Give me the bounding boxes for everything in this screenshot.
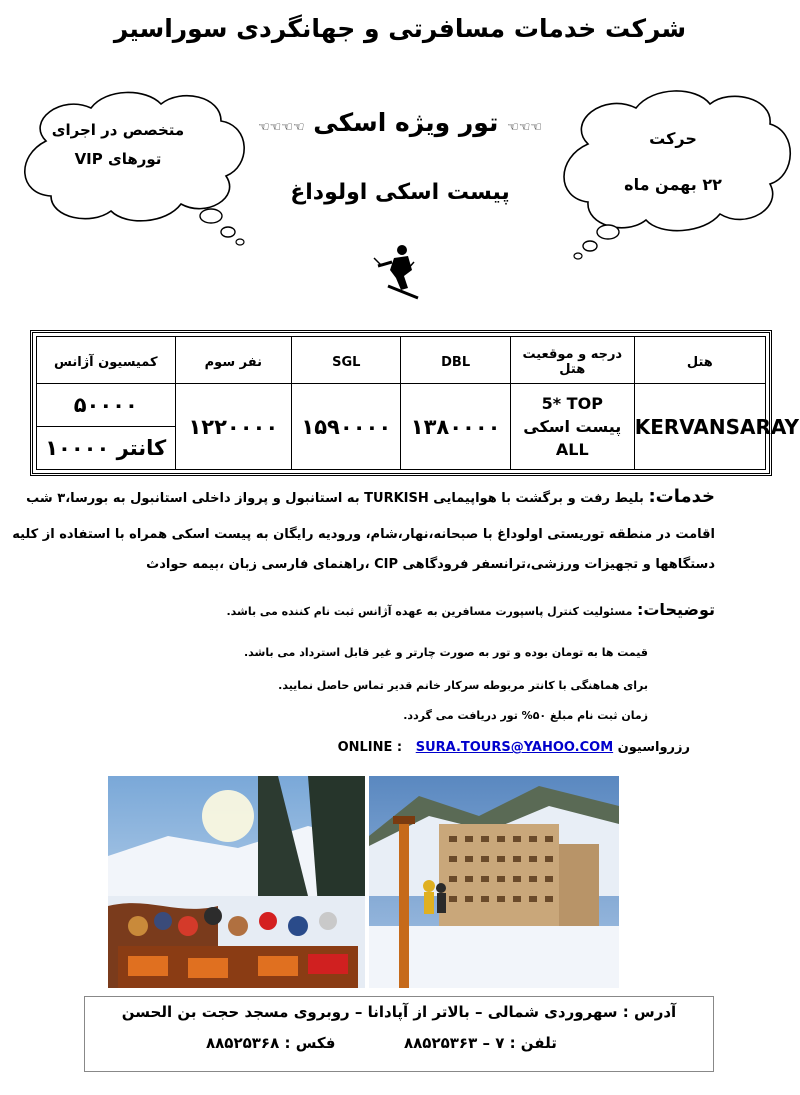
resort-subtitle: پیست اسکی اولوداغ [290,180,510,205]
phone-number: تلفن : ۷ – ۸۸۵۲۵۳۶۳ [404,1034,557,1052]
notes-text-3: برای هماهنگی با کانتر مربوطه سرکار خانم قدیر تماس حاصل نمایید. [278,679,648,692]
commission-agency-cell: ۵۰۰۰۰ [37,384,176,427]
tour-title: تور ویژه اسکی [313,108,499,137]
ski-resort-photo [108,776,365,988]
services-text-2: اقامت در منطقه توریستی اولوداغ با صبحانه،نهار،شام، ورودیه رایگان به پیست اسکی همراه با استفاده از کلیه [12,527,715,542]
header-commission: کمیسیون آژانس [37,337,176,384]
grade-line2: پیست اسکی [523,416,622,436]
notes-text-4: زمان ثبت نام مبلغ ۵۰% تور دریافت می گردد. [403,709,648,722]
left-cloud-line2: تورهای VIP [74,149,162,168]
header-hotel: هتل [634,337,765,384]
services-label: خدمات: [648,486,715,507]
fax-number: فکس : ۸۸۵۲۵۳۶۸ [206,1034,336,1052]
dbl-cell: ۱۳۸۰۰۰۰ [401,384,510,470]
hotel-name-cell: KERVANSARAY [634,384,765,470]
grade-cell [510,384,634,470]
hotel-photo [369,776,619,988]
price-table [30,330,799,476]
company-name: شرکت خدمات مسافرتی و جهانگردی سوراسیر [113,14,687,43]
notes-label: توضیحات: [636,600,715,619]
notes-text-1: مسئولیت کنترل پاسپورت مسافرین به عهده آژانس ثبت نام کننده می باشد. [226,605,633,618]
grade-line3: ALL [555,440,589,460]
header-grade: درجه و موقعیت هتل [510,337,634,384]
address-line: آدرس : سهروردی شمالی – بالاتر از آپادانا – روبروی مسجد حجت بن الحسن [121,1003,677,1021]
notes-line1 [226,600,715,619]
header-dbl: DBL [401,337,510,384]
right-cloud-line2: ۲۲ بهمن ماه [624,175,722,195]
online-label: رزرواسیون ONLINE : [337,740,690,755]
pointing-hands-icon: ☜☜☜☜ [257,120,305,135]
right-cloud-line1: حرکت [649,129,697,148]
online-reservation-row [338,740,690,755]
services-text-3: دستگاهها و تجهیزات ورزشی،ترانسفر فرودگاهی CIP ،راهنمای فارسی زبان ،بیمه حوادث [146,557,715,572]
skier-icon [368,240,430,302]
pointing-hands-icon: ☜☜☜ [507,120,543,135]
header-sgl: SGL [292,337,401,384]
right-cloud-text [578,116,768,209]
email-link[interactable]: SURA.TOURS@YAHOO.COM [415,740,614,755]
sgl-cell: ۱۵۹۰۰۰۰ [292,384,401,470]
grade-line1: 5* TOP [541,393,603,413]
notes-text-2: قیمت ها به تومان بوده و تور به صورت چارتر و غیر قابل استرداد می باشد. [243,646,648,659]
services-text-1: بلیط رفت و برگشت با هواپیمایی TURKISH به استانبول و پرواز داخلی استانبول به بورسا،۳ شب [26,491,644,506]
table-header-row [37,337,766,384]
left-cloud-line1: متخصص در اجرای [51,121,185,139]
left-cloud-text [28,116,208,173]
services-line1 [26,486,715,507]
table-row [37,384,766,427]
commission-counter-cell: کانتر ۱۰۰۰۰ [37,427,176,470]
header-third-person: نفر سوم [175,337,292,384]
third-person-cell: ۱۲۲۰۰۰۰ [175,384,292,470]
tour-title-row [250,108,550,137]
